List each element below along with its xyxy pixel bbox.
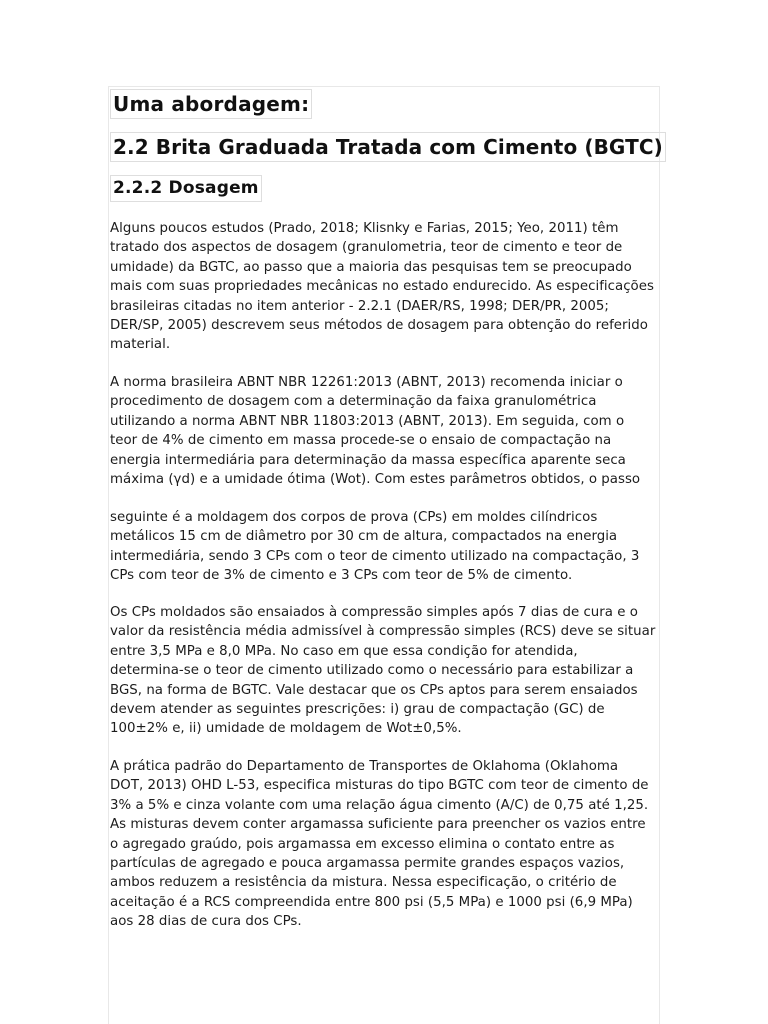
paragraph-compression-tests	[110, 603, 662, 739]
text-line: A prática padrão do Departamento de Transportes de Oklahoma (Oklahoma	[110, 759, 619, 774]
text-line: DOT, 2013) OHD L-53, especifica misturas do tipo BGTC com teor de cimento de	[110, 778, 649, 794]
paragraph-specimen-molding	[110, 508, 662, 586]
text-line: ambos reduzem a resistência da mistura. Nessa especificação, o critério de	[110, 875, 617, 891]
text-line: entre 3,5 MPa e 8,0 MPa. No caso em que essa condição for atendida,	[110, 643, 578, 659]
text-line: DER/SP, 2005) descrevem seus métodos de dosagem para obtenção do referido	[110, 318, 648, 334]
text-line: valor da resistência média admissível à compressão simples (RCS) deve se situar	[110, 624, 656, 640]
text-line: CPs com teor de 3% de cimento e 3 CPs com teor de 5% de cimento.	[110, 568, 573, 584]
text-line: procedimento de dosagem com a determinação da faixa granulométrica	[110, 394, 597, 410]
approach-heading: Uma abordagem:	[110, 89, 312, 119]
paragraph-abnt-norm	[110, 373, 662, 489]
text-line: tratado dos aspectos de dosagem (granulometria, teor de cimento e teor de	[110, 240, 623, 256]
text-line: Os CPs moldados são ensaiados à compressão simples após 7 dias de cura e o	[110, 605, 638, 620]
text-line: mais com suas propriedades mecânicas no estado endurecido. As especificações	[110, 279, 654, 295]
paragraph-dosage-studies	[110, 219, 662, 355]
paragraph-oklahoma-dot	[110, 757, 662, 932]
text-line: Alguns poucos estudos (Prado, 2018; Klisnky e Farias, 2015; Yeo, 2011) têm	[110, 221, 619, 236]
text-line: As misturas devem conter argamassa suficiente para preencher os vazios entre	[110, 817, 646, 833]
text-line: máxima (γd) e a umidade ótima (Wot). Com estes parâmetros obtidos, o passo	[110, 472, 641, 488]
text-line: teor de 4% de cimento em massa procede-se o ensaio de compactação na	[110, 433, 612, 449]
text-line: determina-se o teor de cimento utilizado como o necessário para estabilizar a	[110, 663, 634, 679]
text-line: utilizando a norma ABNT NBR 11803:2013 (ABNT, 2013). Em seguida, com o	[110, 413, 625, 429]
text-line: brasileiras citadas no item anterior - 2.2.1 (DAER/RS, 1998; DER/PR, 2005;	[110, 298, 609, 314]
text-line: partículas de agregado e pouca argamassa permite grandes espaços vazios,	[110, 856, 625, 872]
section-heading: 2.2 Brita Graduada Tratada com Cimento (BGTC)	[110, 132, 666, 162]
text-line: devem atender as seguintes prescrições: i) grau de compactação (GC) de	[110, 702, 605, 718]
text-line: metálicos 15 cm de diâmetro por 30 cm de altura, compactados na energia	[110, 529, 618, 545]
text-line: intermediária, sendo 3 CPs com o teor de cimento utilizado na compactação, 3	[110, 548, 640, 564]
text-line: A norma brasileira ABNT NBR 12261:2013 (ABNT, 2013) recomenda iniciar o	[110, 375, 623, 390]
text-line: aos 28 dias de cura dos CPs.	[110, 914, 302, 930]
text-line: o agregado graúdo, pois argamassa em excesso elimina o contato entre as	[110, 836, 615, 852]
text-line: 100±2% e, ii) umidade de moldagem de Wot±0,5%.	[110, 721, 462, 737]
text-line: seguinte é a moldagem dos corpos de prova (CPs) em moldes cilíndricos	[110, 510, 598, 525]
text-line: umidade) da BGTC, ao passo que a maioria das pesquisas tem se preocupado	[110, 259, 632, 275]
text-line: energia intermediária para determinação da massa específica aparente seca	[110, 452, 626, 468]
text-line: material.	[110, 337, 171, 353]
text-line: BGS, na forma de BGTC. Vale destacar que os CPs aptos para serem ensaiados	[110, 682, 638, 698]
subsection-heading: 2.2.2 Dosagem	[110, 175, 262, 202]
text-line: 3% a 5% e cinza volante com uma relação água cimento (A/C) de 0,75 até 1,25.	[110, 797, 649, 813]
text-line: aceitação é a RCS compreendida entre 800 psi (5,5 MPa) e 1000 psi (6,9 MPa)	[110, 894, 633, 910]
